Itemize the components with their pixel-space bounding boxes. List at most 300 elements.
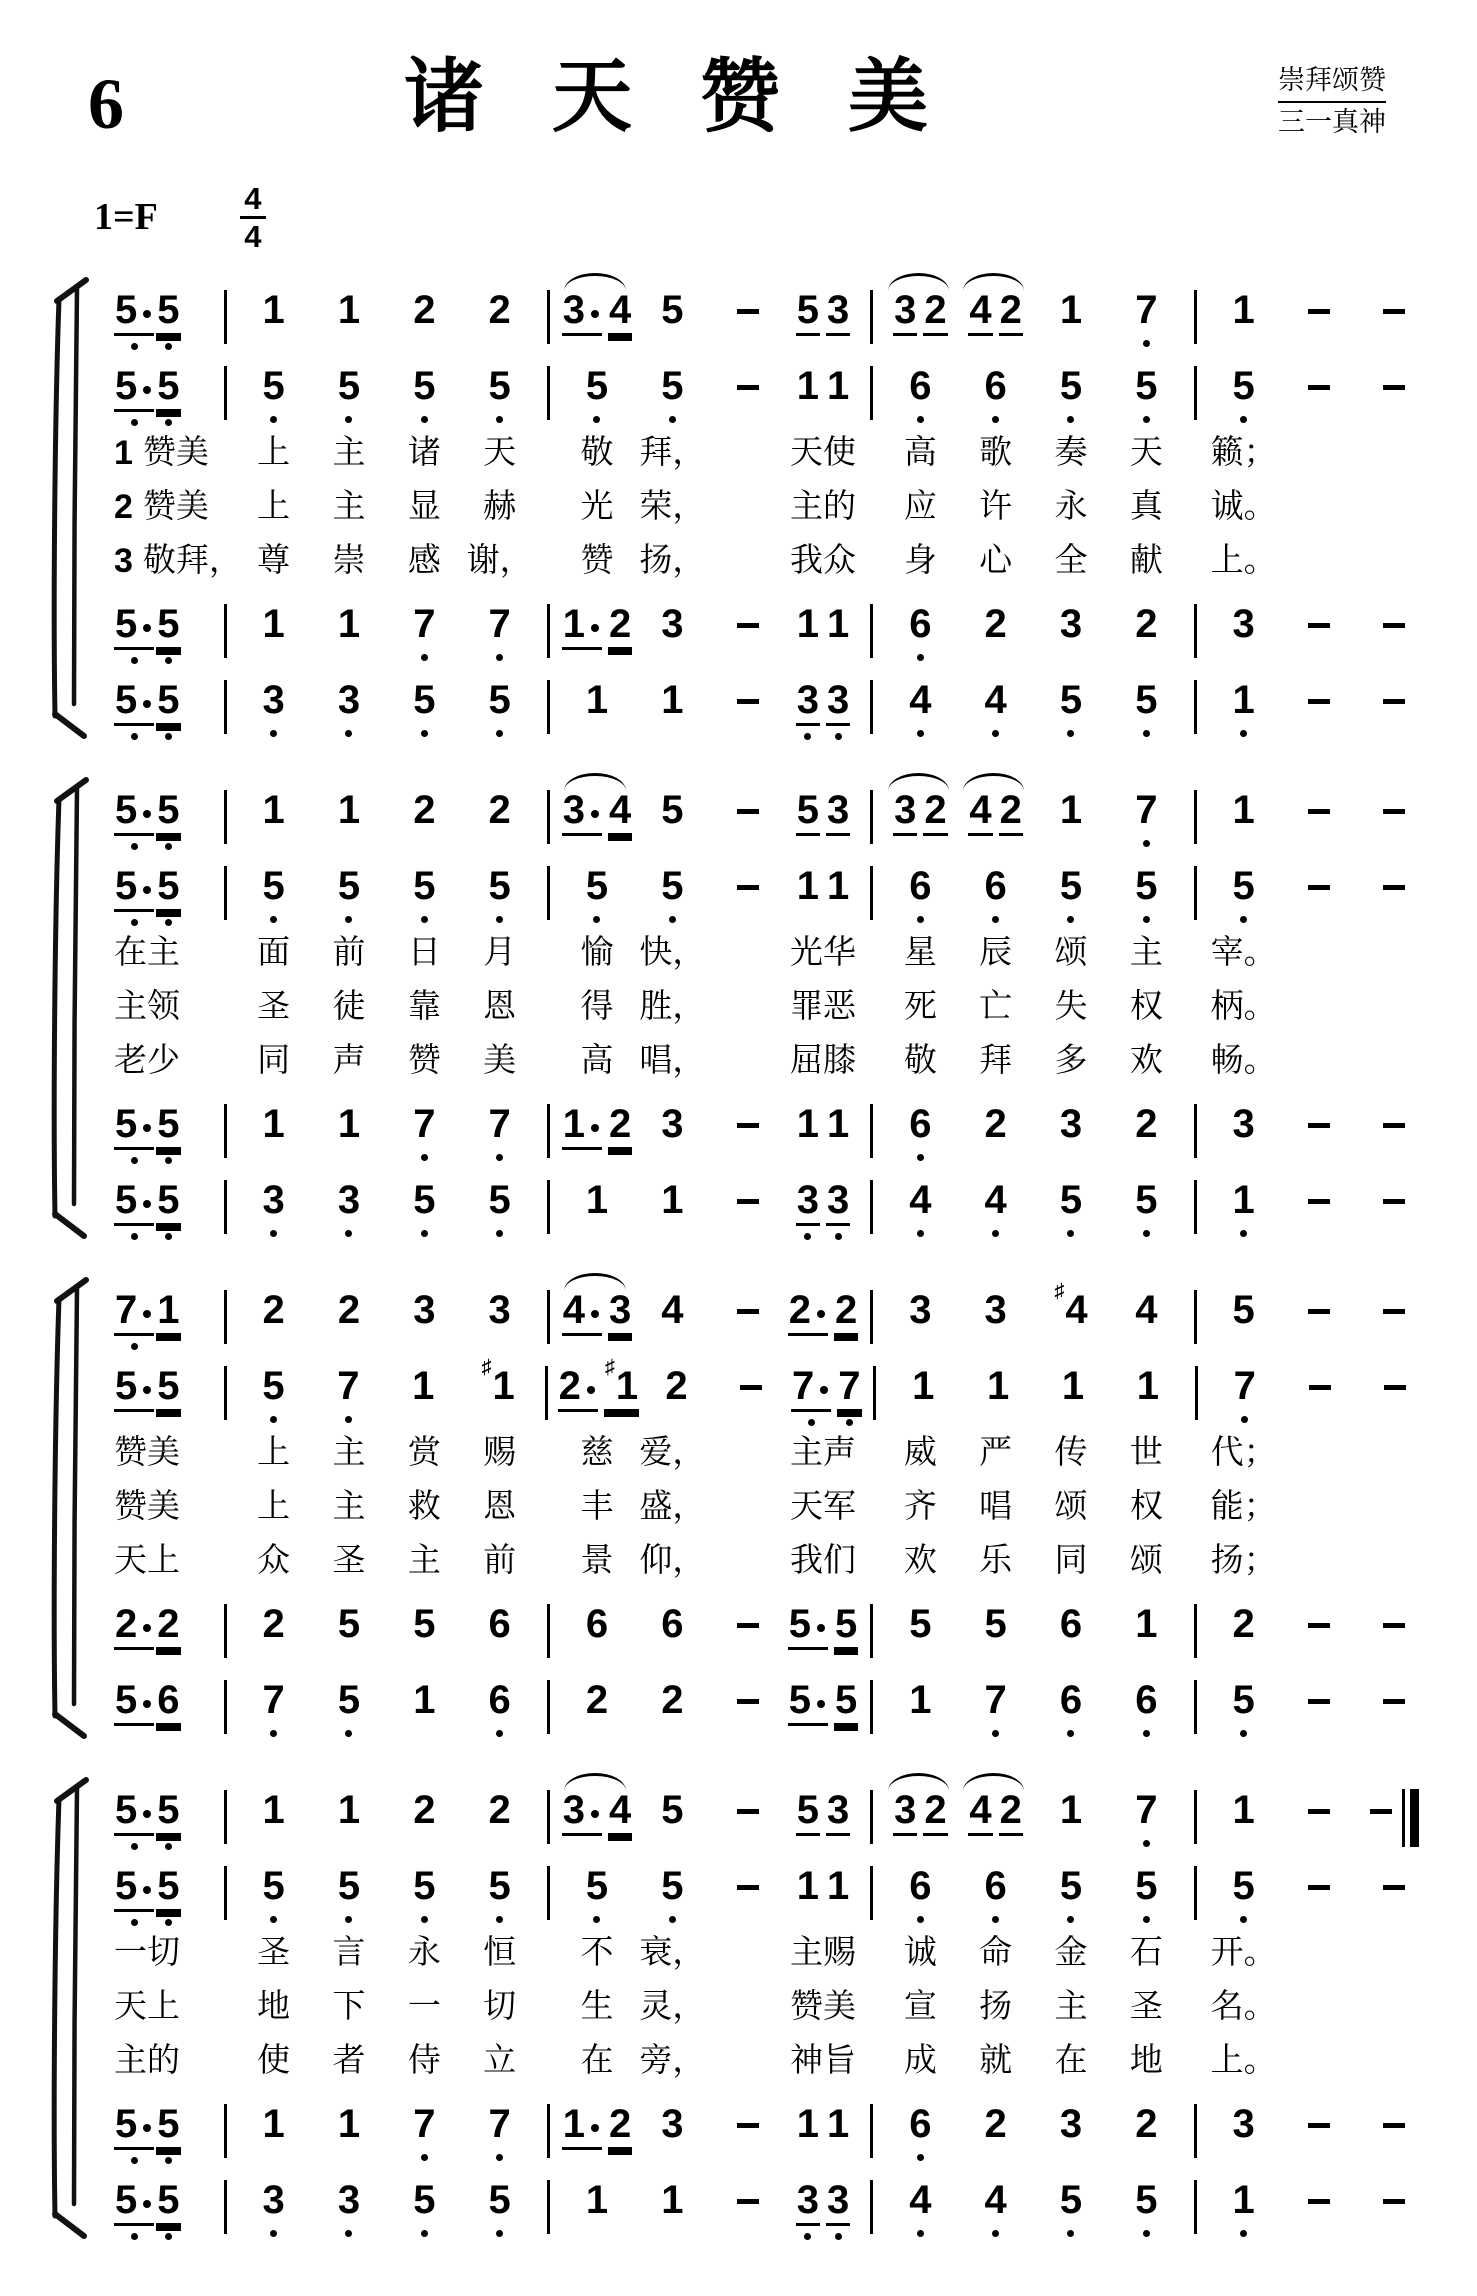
barline-cell [1184,1865,1206,1928]
octave-dot-slot [826,836,850,850]
beat-cell [635,2179,710,2242]
barline-cell [861,2179,883,2242]
lyric-cell [559,1928,634,1982]
note [156,1603,180,1664]
lyric-text: 上 [257,435,291,471]
lyric-text: 罪恶 [789,989,856,1025]
octave-dot-slot [1059,1909,1083,1923]
lyric-cell [883,982,958,1036]
beat-cell [1033,1603,1108,1666]
octave-down-dot-icon [421,1154,428,1161]
barline [1194,2180,1197,2234]
barline-cell [214,603,236,666]
octave-dot-slot [984,2147,1008,2161]
octave-dot-slot [984,647,1008,661]
lyric-text: 多 [1054,1043,1088,1079]
barline-cell [1184,2179,1206,2242]
lyric-text: 宣 [903,1989,937,2025]
octave-down-dot-icon [496,2230,503,2237]
lyric-cell [462,428,537,482]
note [156,1289,180,1350]
note [834,1603,858,1664]
lyric-cell [102,482,214,536]
note [156,1865,180,1926]
lyric-text: 赏 [407,1435,441,1471]
octave-dot-slot [585,2223,609,2237]
pickup-cell [102,603,214,666]
octave-dot-slot [608,650,632,664]
lyric-spacer [214,1482,236,1536]
note [1059,603,1083,661]
barline [224,290,227,344]
note [1134,1603,1158,1661]
octave-dot-slot [1059,409,1083,423]
beat-cell [1109,865,1184,928]
note-body: 2 [984,1102,1007,1146]
beat-cell [236,1789,311,1852]
octave-dot-slot [1134,723,1158,737]
note-body: 2 [661,1678,684,1722]
lyric-cell [1033,1428,1108,1482]
dot-after-icon [143,1310,151,1318]
barline-cell [861,365,883,428]
dash-note [1308,1309,1330,1314]
note [488,1789,512,1847]
note [608,1289,632,1350]
lyric-text: 颂 [1129,1543,1163,1579]
note [984,2179,1008,2237]
barline [870,1104,873,1158]
note-body: 1 [156,1289,180,1336]
octave-down-dot-icon [1067,1230,1074,1237]
beat-cell [1109,1103,1184,1166]
note [156,1365,180,1426]
octave-dot-slot [984,1647,1008,1661]
octave-down-dot-icon [165,419,172,426]
octave-dot-slot [262,833,286,847]
octave-dot-slot [488,647,512,661]
lyric-cell [1109,1428,1184,1482]
octave-down-dot-icon [165,843,172,850]
lyric-cell [635,482,710,536]
dash-note [737,1309,759,1314]
soprano-line [102,776,1432,852]
lyric-text: 切 [483,1989,517,2025]
beat-cell [785,2103,860,2166]
lyrics-line-2 [102,1482,1432,1536]
lyric-text: 赫 [483,489,517,525]
lyrics-line-1 [102,928,1432,982]
note [262,1679,286,1737]
note-body: 5 [788,1603,828,1650]
note [968,789,992,850]
octave-down-dot-icon [1067,730,1074,737]
octave-dot-slot [660,647,684,661]
octave-dot-slot [1232,833,1256,847]
note-body: 3 [562,289,602,336]
octave-dot-slot [262,1833,286,1847]
octave-dot-slot [156,1836,180,1850]
note-body: 1 [826,364,850,408]
note [412,2103,436,2161]
dot-after-icon [143,1386,151,1394]
octave-dot-slot [660,1147,684,1161]
lyric-text: 籁； [1210,435,1277,471]
lyric-cell [785,1928,860,1982]
octave-dot-slot [984,1909,1008,1923]
note-body: 5 [337,1864,361,1908]
lyric-text: 辰 [979,935,1013,971]
note-body: 5 [413,364,436,408]
note [826,603,850,661]
note-body: 3 [1059,1102,1083,1146]
octave-down-dot-icon [165,343,172,350]
beat-cell [236,365,311,428]
lyric-spacer [1357,1982,1432,2036]
dash-note [1308,2123,1330,2128]
lyric-text: 拜 [979,1043,1013,1079]
lyric-cell [883,1928,958,1982]
lyric-cell [1206,1036,1281,1090]
octave-dot-slot [1059,1723,1083,1737]
beat-cell [710,1865,785,1928]
barline-cell [537,2179,559,2242]
note [1059,865,1083,923]
octave-dot-slot [412,1723,436,1737]
note-body: 7 [262,1678,285,1722]
lyric-text: 立 [483,2043,517,2079]
barline-cell [537,679,559,742]
barline [1194,1680,1197,1734]
beat-cell [710,1603,785,1666]
lyric-cell [1206,2036,1281,2090]
soprano-line [102,276,1432,352]
barline [870,1290,873,1344]
barline [547,2104,550,2158]
octave-down-dot-icon [1241,1416,1248,1423]
beat-cell [883,679,958,742]
octave-dot-slot [1232,1833,1256,1847]
lyric-text: 老少 [114,1043,180,1079]
note-body: 5 [488,2178,511,2222]
octave-down-dot-icon [1240,1916,1247,1923]
note [796,2103,820,2161]
beat-cell [1109,2103,1184,2166]
pickup-cell [102,1289,214,1352]
note-body: 3 [262,678,285,722]
barline [1194,866,1197,920]
lyric-cell [883,2036,958,2090]
lyric-cell [1109,1536,1184,1590]
dot-after-icon [143,700,151,708]
dash-note [1384,1385,1406,1390]
note-body: 5 [114,789,154,836]
note-body: 5 [114,2179,154,2226]
lyric-text: 圣 [1129,1989,1163,2025]
octave-down-dot-icon [804,733,811,740]
octave-dot-slot [1059,647,1083,661]
lyric-cell [462,1536,537,1590]
lyric-cell [559,2036,634,2090]
lyric-spacer [1184,1482,1206,1536]
beat-cell [1109,1865,1184,1928]
lyric-text: 颂 [1054,935,1088,971]
lyric-text: 愉 [580,935,614,971]
note-body: 6 [488,1602,511,1646]
lyric-spacer [214,1928,236,1982]
slurred-beat-cell [559,1289,634,1352]
note [660,603,684,661]
lyric-cell [387,1928,462,1982]
beat-cell [1281,1603,1356,1666]
barline [547,1104,550,1158]
dash-note [1308,809,1330,814]
lyric-cell [1109,536,1184,590]
barline [224,1290,227,1344]
note [826,865,850,923]
barline [547,866,550,920]
octave-down-dot-icon [1240,1730,1247,1737]
note-body: 5 [156,1179,180,1226]
dot-after-icon [591,1310,599,1318]
barline-cell [214,679,236,742]
octave-dot-slot [261,1409,285,1423]
octave-dot-slot [1059,909,1083,923]
lyric-text: 恩 [483,1489,517,1525]
octave-dot-slot [796,647,820,661]
lyric-cell [785,1428,860,1482]
lyric-cell [311,982,386,1036]
barline-cell [861,1789,883,1852]
lyric-text: 唱， [639,1043,706,1079]
note-body: 3 [1232,1102,1255,1146]
octave-down-dot-icon [992,1230,999,1237]
lyric-spacer [1184,536,1206,590]
barline [547,604,550,658]
note-body: 3 [562,789,602,836]
octave-dot-slot [1134,2223,1158,2237]
beat-cell [710,865,785,928]
lyric-spacer [710,2036,785,2090]
barline [224,1790,227,1844]
octave-dot-slot [1059,1833,1083,1847]
barline [1195,1366,1198,1420]
note-body: 5 [1059,1864,1083,1908]
lyric-cell [462,1036,537,1090]
barline-cell [537,365,559,428]
beat-cell [958,1289,1033,1352]
octave-dot-slot [908,1223,932,1237]
octave-dot-slot [412,647,436,661]
note-body: 5 [413,1178,436,1222]
note-body: 3 [826,1789,850,1836]
lyric-cell [1109,982,1184,1036]
lyric-text: 扬； [1210,1543,1277,1579]
note-body: 1 [262,1788,285,1832]
note-body: 1 [337,788,361,832]
dash-note [1383,1885,1405,1890]
note [908,1865,932,1923]
lyric-text: 主赐 [789,1935,856,1971]
beat-cell [236,603,311,666]
lyric-spacer [214,536,236,590]
barline [224,866,227,920]
pickup-cell [102,289,214,352]
category-block [1232,50,1432,140]
octave-down-dot-icon [421,730,428,737]
hymn-number: 6 [88,64,124,144]
octave-dot-slot [796,2147,820,2161]
barline-cell [861,1289,883,1352]
beat-cell [236,679,311,742]
octave-dot-slot [114,412,154,426]
octave-down-dot-icon [496,1916,503,1923]
octave-dot-slot [660,1723,684,1737]
lyric-cell [635,2036,710,2090]
note [1134,1289,1158,1347]
octave-down-dot-icon [345,1916,352,1923]
note-body: 6 [909,364,932,408]
beat-cell [785,2179,860,2242]
note-body: 5 [1059,364,1083,408]
note [984,865,1008,923]
lyric-text: 亡 [979,989,1013,1025]
octave-dot-slot [908,1333,932,1347]
lyric-spacer [537,536,559,590]
note-body: 5 [337,1602,361,1646]
octave-down-dot-icon [131,733,138,740]
barline [224,2180,227,2234]
lyric-cell [1206,428,1281,482]
sharp-icon: ♯ [481,1356,492,1378]
beat-cell [958,365,1033,428]
note [114,1179,154,1240]
note [1134,365,1158,423]
note [1134,1679,1158,1737]
beat-cell [462,1603,537,1666]
note [1134,1865,1158,1923]
note [562,789,602,850]
note [660,1603,684,1661]
note-body: ♯ 1 [604,1365,639,1412]
note-body: 2 [834,1289,858,1336]
note-body: 3 [1059,2102,1083,2146]
barline-cell [861,789,883,852]
lyric-text: 圣 [257,1935,291,1971]
note-body: 4 [909,1178,932,1222]
note [114,789,154,850]
lyric-cell [635,1536,710,1590]
barline [1194,290,1197,344]
barline-cell [537,1289,559,1352]
barline [870,1680,873,1734]
hymn-title: 诸 天 赞 美 [404,54,952,142]
octave-dot-slot [984,2223,1008,2237]
note-body: 6 [488,1678,511,1722]
lyric-text: 命 [979,1935,1013,1971]
octave-dot-slot [826,726,850,740]
note [1232,1603,1256,1661]
octave-dot-slot [262,1723,286,1737]
alto-line [102,352,1432,428]
note-body: 2 [558,1365,598,1412]
lyric-cell [236,1536,311,1590]
lyric-text: 权 [1129,1489,1163,1525]
octave-dot-slot [1134,647,1158,661]
note-body: 1 [412,1364,435,1408]
beat-cell [1109,1179,1184,1242]
note-body: 3 [488,1288,511,1332]
octave-down-dot-icon [270,1416,277,1423]
barline [870,366,873,420]
octave-dot-slot [488,2147,512,2161]
pickup-cell [102,365,214,428]
note [826,789,850,850]
note-body: 3 [337,678,361,722]
lyric-spacer [861,982,883,1036]
note-body: 4 [562,1289,602,1336]
beat-cell [958,679,1033,742]
note [114,2179,154,2240]
note [412,1679,436,1737]
note-body: 1 [262,1102,285,1146]
octave-dot-slot [156,1412,180,1426]
lyric-cell [236,982,311,1036]
note-body: 5 [262,364,285,408]
lyric-text: 胜， [639,989,706,1025]
octave-down-dot-icon [270,2230,277,2237]
lyric-text: 畅。 [1210,1043,1277,1079]
lyric-cell [1033,536,1108,590]
beat-cell [1206,1179,1281,1242]
beat-cell [1281,1865,1356,1928]
lyric-cell [958,1482,1033,1536]
beat-cell [311,289,386,352]
beat-cell [1281,2179,1356,2242]
octave-dot-slot [908,723,932,737]
octave-dot-slot [908,409,932,423]
barline [1194,2104,1197,2158]
lyric-text: 救 [407,1489,441,1525]
note-body: 1 [1059,288,1083,332]
lyrics-line-3 [102,1036,1432,1090]
note [562,289,602,350]
note [585,1603,609,1661]
note [660,1103,684,1161]
lyric-cell [958,1428,1033,1482]
lyric-text: 诚 [903,1935,937,1971]
note-body: 5 [661,864,684,908]
beat-cell [635,1865,710,1928]
beat-cell [785,1103,860,1166]
key-signature: 1=F [94,196,158,238]
dot-after-icon [591,1810,599,1818]
note [412,789,436,847]
barline-cell [537,1679,559,1742]
barline-cell [537,289,559,352]
note-body: 3 [826,1179,850,1226]
note [660,365,684,423]
barline [224,1866,227,1920]
note-body: 5 [413,1864,436,1908]
lyric-text: 永 [1054,489,1088,525]
note [114,1603,154,1664]
note-body: 5 [114,2103,154,2150]
lyric-text: 高 [903,435,937,471]
octave-dot-slot [826,647,850,661]
lyric-text: 我们 [789,1543,856,1579]
beat-cell [1357,1365,1432,1428]
